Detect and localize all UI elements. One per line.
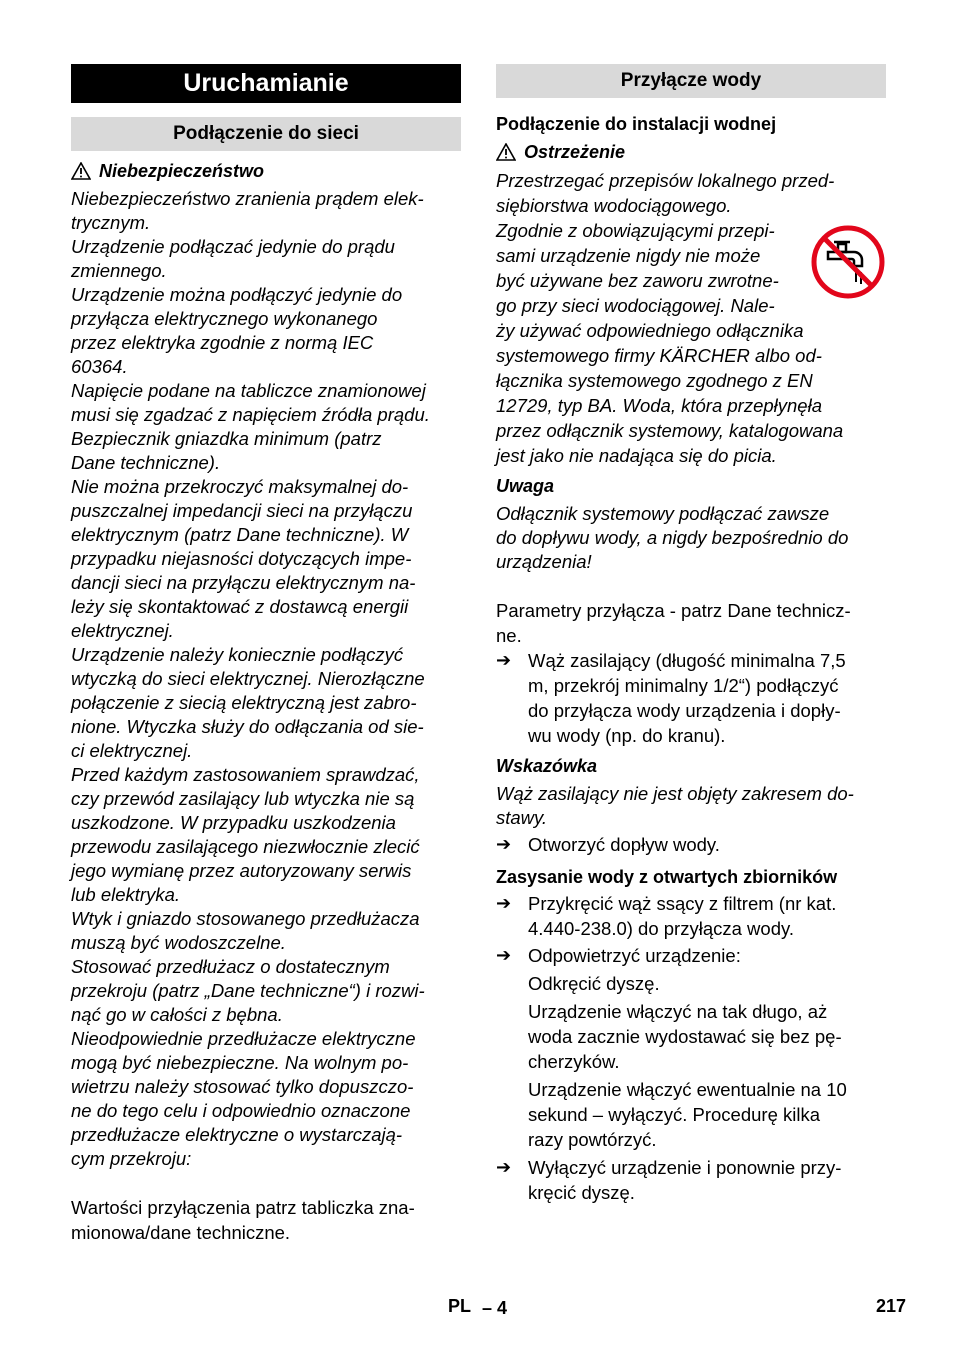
step-line: Urządzenie włączyć na tak długo, aż bbox=[528, 1001, 828, 1022]
danger-line: Nie można przekroczyć maksymalnej do- bbox=[71, 476, 409, 497]
body-line: mionowa/dane techniczne. bbox=[71, 1222, 291, 1243]
section-heading-water: Przyłącze wody bbox=[496, 64, 886, 98]
step-line: Odpowietrzyć urządzenie: bbox=[528, 945, 741, 966]
arrow-right-icon: ➔ bbox=[496, 893, 512, 913]
danger-line: trycznym. bbox=[71, 212, 151, 233]
step-suction-hose bbox=[496, 891, 886, 941]
danger-line: nione. Wtyczka służy do odłączania od sie- bbox=[71, 716, 424, 737]
step-line: woda zacznie wydostawać się bez pę- bbox=[528, 1026, 842, 1047]
step-line: Przykręcić wąż ssący z filtrem (nr kat. bbox=[528, 893, 837, 914]
substep-repeat bbox=[496, 1077, 886, 1152]
danger-line: musi się zgadzać z napięciem źródła prądu. bbox=[71, 404, 430, 425]
body-line: Parametry przyłącza - patrz Dane technicz- bbox=[496, 600, 851, 621]
warning-line: systemowego firmy KÄRCHER albo od- bbox=[496, 345, 822, 366]
danger-line: przez elektryka zgodnie z normą IEC bbox=[71, 332, 374, 353]
danger-line: lub elektryka. bbox=[71, 884, 180, 905]
warning-line: 12729, typ BA. Woda, która przepłynęła bbox=[496, 395, 822, 416]
right-column bbox=[496, 64, 886, 1205]
danger-line: Napięcie podane na tabliczce znamionowej bbox=[71, 380, 426, 401]
hint-line: Wąż zasilający nie jest objęty zakresem do- bbox=[496, 783, 854, 804]
hint-text bbox=[496, 782, 886, 830]
danger-line: elektrycznym (patrz Dane techniczne). W bbox=[71, 524, 409, 545]
arrow-right-icon: ➔ bbox=[496, 650, 512, 670]
danger-line: czy przewód zasilający lub wtyczka nie są bbox=[71, 788, 415, 809]
danger-line: przypadku niejasności dotyczących impe- bbox=[71, 548, 412, 569]
no-drinking-water-icon bbox=[810, 224, 886, 300]
danger-line: muszą być wodoszczelne. bbox=[71, 932, 286, 953]
warning-line: ży używać odpowiedniego odłącznika bbox=[496, 320, 804, 341]
danger-line: jego wymianę przez autoryzowany serwis bbox=[71, 860, 412, 881]
warning-text bbox=[496, 168, 886, 468]
danger-line: mogą być niebezpieczne. Na wolnym po- bbox=[71, 1052, 409, 1073]
step-line: razy powtórzyć. bbox=[528, 1129, 657, 1150]
danger-line: Wtyk i gniazdo stosowanego przedłużacza bbox=[71, 908, 420, 929]
danger-line: dancji sieci na przyłączu elektrycznym na- bbox=[71, 572, 416, 593]
warning-line: łącznika systemowego zgodnego z EN bbox=[496, 370, 813, 391]
step-line: Urządzenie włączyć ewentualnie na 10 bbox=[528, 1079, 847, 1100]
danger-line: cym przekroju: bbox=[71, 1148, 192, 1169]
warning-line: jest jako nie nadająca się do picia. bbox=[496, 445, 777, 466]
step-open-water bbox=[496, 832, 886, 857]
danger-line: Dane techniczne). bbox=[71, 452, 221, 473]
warning-line: go przy sieci wodociągowej. Nale- bbox=[496, 295, 775, 316]
section-heading-power: Podłączenie do sieci bbox=[71, 117, 461, 151]
subheading-open-tanks: Zasysanie wody z otwartych zbiorników bbox=[496, 867, 838, 887]
params-text bbox=[496, 598, 886, 648]
step-bleed bbox=[496, 943, 886, 968]
body-line: Wartości przyłączenia patrz tabliczka zna- bbox=[71, 1197, 415, 1218]
step-line: sekund – wyłączyć. Procedurę kilka bbox=[528, 1104, 821, 1125]
danger-line: przekroju (patrz „Dane techniczne“) i rozwi- bbox=[71, 980, 425, 1001]
step-line: wu wody (np. do kranu). bbox=[528, 725, 726, 746]
danger-line: Urządzenie podłączać jedynie do prądu bbox=[71, 236, 395, 257]
danger-line: przewodu zasilającego niezwłocznie zlecić bbox=[71, 836, 420, 857]
warning-label: Ostrzeżenie bbox=[524, 142, 626, 162]
danger-line: Urządzenie należy koniecznie podłączyć bbox=[71, 644, 404, 665]
step-line: kręcić dyszę. bbox=[528, 1182, 635, 1203]
warning-triangle-icon bbox=[71, 162, 91, 180]
danger-line: elektrycznej. bbox=[71, 620, 174, 641]
danger-line: Stosować przedłużacz o dostatecznym bbox=[71, 956, 390, 977]
danger-line: 60364. bbox=[71, 356, 128, 377]
danger-line: Niebezpieczeństwo zranienia prądem elek- bbox=[71, 188, 424, 209]
note-label: Uwaga bbox=[496, 476, 555, 496]
step-line: Wyłączyć urządzenie i ponownie przy- bbox=[528, 1157, 842, 1178]
danger-line: przyłącza elektrycznego wykonanego bbox=[71, 308, 378, 329]
danger-line: Nieodpowiednie przedłużacze elektryczne bbox=[71, 1028, 416, 1049]
hint-line: stawy. bbox=[496, 807, 548, 828]
note-line: Odłącznik systemowy podłączać zawsze bbox=[496, 503, 830, 524]
warning-heading bbox=[496, 140, 886, 164]
warning-line: Przestrzegać przepisów lokalnego przed- bbox=[496, 170, 835, 191]
connection-values-text bbox=[71, 1195, 461, 1245]
body-line: ne. bbox=[496, 625, 522, 646]
danger-line: nąć go w całości z bębna. bbox=[71, 1004, 283, 1025]
danger-text bbox=[71, 187, 461, 1171]
warning-line: Zgodnie z obowiązującymi przepi- bbox=[496, 220, 775, 241]
footer-language: PL bbox=[448, 1296, 472, 1316]
warning-line: przez odłącznik systemowy, katalogowana bbox=[496, 420, 844, 441]
step-line: Otworzyć dopływ wody. bbox=[528, 834, 720, 855]
arrow-right-icon: ➔ bbox=[496, 1157, 512, 1177]
warning-line: sami urządzenie nigdy nie może bbox=[496, 245, 761, 266]
warning-line: siębiorstwa wodociągowego. bbox=[496, 195, 732, 216]
arrow-right-icon: ➔ bbox=[496, 834, 512, 854]
danger-line: zmiennego. bbox=[71, 260, 167, 281]
warning-line: być używane bez zaworu zwrotne- bbox=[496, 270, 779, 291]
danger-line: Urządzenie można podłączyć jedynie do bbox=[71, 284, 403, 305]
danger-line: ne do tego celu i odpowiednio oznaczone bbox=[71, 1100, 411, 1121]
substep-run-device bbox=[496, 999, 886, 1074]
page-title: Uruchamianie bbox=[71, 64, 461, 103]
step-line: 4.440-238.0) do przyłącza wody. bbox=[528, 918, 795, 939]
left-column bbox=[71, 64, 461, 1245]
danger-line: przedłużacze elektryczne o wystarczają- bbox=[71, 1124, 403, 1145]
note-line: urządzenia! bbox=[496, 551, 592, 572]
danger-line: uszkodzone. W przypadku uszkodzenia bbox=[71, 812, 396, 833]
step-line: Wąż zasilający (długość minimalna 7,5 bbox=[528, 650, 846, 671]
danger-line: puszczalnej impedancji sieci na przyłączu bbox=[71, 500, 413, 521]
warning-triangle-icon bbox=[496, 143, 516, 161]
step-line: Odkręcić dyszę. bbox=[528, 973, 660, 994]
note-line: do dopływu wody, a nigdy bezpośrednio do bbox=[496, 527, 849, 548]
substep-unscrew-nozzle bbox=[496, 971, 886, 996]
step-line: cherzyków. bbox=[528, 1051, 620, 1072]
step-line: do przyłącza wody urządzenia i dopły- bbox=[528, 700, 841, 721]
note-text bbox=[496, 502, 886, 574]
danger-heading bbox=[71, 159, 461, 183]
arrow-right-icon: ➔ bbox=[496, 945, 512, 965]
danger-line: wietrzu należy stosować tylko dopuszczo- bbox=[71, 1076, 414, 1097]
step-connect-hose bbox=[496, 648, 886, 748]
danger-line: Bezpiecznik gniazdka minimum (patrz bbox=[71, 428, 382, 449]
danger-line: Przed każdym zastosowaniem sprawdzać, bbox=[71, 764, 420, 785]
footer-section-page: – 4 bbox=[482, 1298, 508, 1318]
danger-label: Niebezpieczeństwo bbox=[99, 161, 265, 181]
subheading-water-install: Podłączenie do instalacji wodnej bbox=[496, 114, 777, 134]
danger-line: ci elektrycznej. bbox=[71, 740, 193, 761]
danger-line: wtyczką do sieci elektrycznej. Nierozłączne bbox=[71, 668, 425, 689]
step-switch-off bbox=[496, 1155, 886, 1205]
danger-line: leży się skontaktować z dostawcą energii bbox=[71, 596, 409, 617]
danger-line: połączenie z siecią elektryczną jest zabro- bbox=[71, 692, 417, 713]
step-line: m, przekrój minimalny 1/2“) podłączyć bbox=[528, 675, 839, 696]
hint-label: Wskazówka bbox=[496, 756, 598, 776]
page-number: 217 bbox=[876, 1296, 907, 1316]
